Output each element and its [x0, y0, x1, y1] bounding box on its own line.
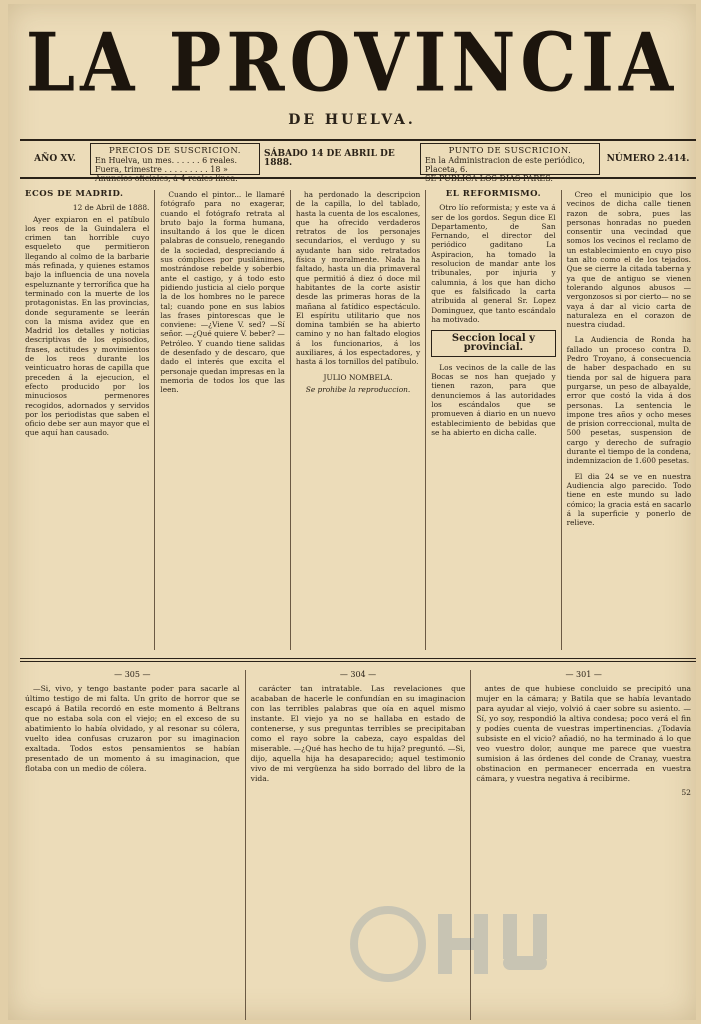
article-body: Otro lío reformista; y este va á ser de los gordos. Segun dice El Departamento, de San Fernando, el director del periódico gaditano La Aspiracion, ha tomado la resolucion de mandar ante los tribunales, por injuria y calumnia, á los que han dicho que es falsificado la carta atribuida al general Sr. Lopez Dominguez, que tanto escándalo ha motivado. [431, 203, 556, 324]
newspaper-page [8, 4, 696, 1020]
article-body: El dia 24 se ve en nuestra Audiencia algo parecido. Todo tiene en este mundo su lado cómico; la gracia está en sacarlo á la superficie y ponerlo de relieve. [566, 471, 692, 528]
point-line-2: Placeta, 6. [425, 165, 468, 174]
issue-date: SÁBADO 14 DE ABRIL DE 1888. [264, 149, 395, 168]
folletin-column-1 [20, 670, 246, 1020]
article-body: Cuando el pintor... le llamaré fotógrafo para no exagerar, cuando el fotógrafo retrata al bruto bajo la forma humana, insultando á los que le dicen palabras de consuelo, renegando de la sociedad, despreciando á sus cómplices por pusilánimes, mostrándose rebelde y soberbio ante el castigo, y á todo esto pidiendo justicia al cielo porque la de los hombres no le parece tal; cuando pone en sus labios las frases pintorescas que le conviene: —¿Viene V. sed? —Sí señor. —¿Qué quiere V. beber? —Petróleo. Y cuando tiene salidas de desenfado y de descaro, que dado el interés que excita el personaje quedan impresas en la memoria de todos los que las leen. [160, 190, 285, 395]
prices-title: PRECIOS DE SUSCRICION. [109, 146, 241, 156]
article-title-reformismo: EL REFORMISMO. [445, 189, 542, 199]
column-2 [155, 190, 290, 650]
subscription-point [420, 143, 600, 183]
year-label: AÑO XV. [34, 153, 76, 164]
page-number: — 304 — [339, 670, 377, 679]
folletin-column-2 [246, 670, 472, 1020]
folletin-section [20, 670, 696, 1020]
article-body: La Audiencia de Ronda ha fallado un proceso contra D. Pedro Troyano, á consecuencia de haber despachado en su tienda por sal de higuera para purgarse, un peso de albayalde, error que costó la vida á dos personas. La sentencia le impone tres años y ocho meses de prision correccional, multa de 500 pesetas, suspension de cargo y derecho de sufragio durante el tiempo de la condena, indemnizacion de 1.600 pesetas. [566, 335, 692, 466]
prices-line-3: Anuncios oficiales, á 4 reales línea. [95, 174, 238, 183]
newspaper-title: LA PROVINCIA [25, 14, 679, 111]
section-header-local: Seccion local y provincial. [431, 330, 555, 357]
folletin-text: —Si, vivo, y tengo bastante poder para sacarle al último testigo de mi falta. Un grito de horror que se escapó á Batila recordó en este momento á Beltrans que no estaba sola con el viejo; en el exceso de su abatimiento lo había olvidado, y al resonar su cólera, vuelto idea confusas cruzaron por su imaginacion exaltada. Todos estos pensamientos se habían presentado de un momento á su imaginacion, que flotaba con un medio de cólera. [25, 684, 240, 773]
article-body: Los vecinos de la calle de las Bocas se nos han quejado y tienen razon, para que denunciemos á las autoridades los escándalos que se promueven á diario en un nuevo establecimiento de bebidas que se ha abierto en dicha calle. [431, 362, 556, 437]
point-title: PUNTO DE SUSCRICION. [448, 146, 572, 156]
prices-line-2: Fuera, trimestre . . . . . . . . . 18 » [95, 165, 228, 174]
column-1 [20, 190, 155, 650]
article-title-ecos: ECOS DE MADRID. [25, 189, 124, 199]
subscription-prices [90, 143, 260, 183]
folletin-divider [20, 658, 696, 659]
page-number: — 305 — [114, 670, 151, 679]
article-date: 12 de Abril de 1888. [72, 203, 150, 213]
prices-line-1: En Huelva, un mes. . . . . . 6 reales. [95, 156, 238, 165]
article-body: Creo el municipio que los vecinos de dicha calle tienen razon de sobra, pues las personas honradas no pueden consentir una vecindad que somos los vecinos el reclamo de un establecimiento en cuyo piso tan alto como el de los tejados. Que se cierre la citada taberna y ya que de antiguo se vienen tolerando algunos abusos —vergonzosos si por cierto— no se vaya á dar al vicio carta de naturaleza en el corazon de nuestra ciudad. [566, 190, 692, 330]
folletin-divider [20, 661, 696, 662]
article-body: ha perdonado la descripcion de la capilla, lo del tablado, hasta la cuenta de los escalones, que ha ofrecido verdaderos retratos de los personajes secundarios, el verdugo y su ayudante han sido retratados física y moralmente. Nada ha faltado, hasta un dia primaveral que permitió á diez ó doce mil habitantes de la corte asistir desde las primeras horas de la mañana al fatídico espectáculo. El espíritu utilitario que nos domina también se ha abierto camino y no han faltado elogios á los funcionarios, á los auxiliares, á los espectadores, y hasta á los tornillos del patíbulo. [295, 190, 421, 367]
folletin-text: carácter tan intratable. Las revelaciones que acababan de hacerle le confundían en su imaginacion con las terribles palabras que oía en aquel mismo instante. El viejo ya no se hallaba en estado de contenerse, y sus preguntas terribles se precipitaban como el rayo sobre la cabeza, cayo espaldas del miserable. —¿Qué has hecho de tu hija? preguntó. —Si, dijo, aquella hija ha desaparecido; aquel testimonio vivo de mi vergüenza ha sido borrado del libro de la vida. [250, 684, 466, 783]
masthead [8, 14, 696, 128]
column-5 [562, 190, 696, 650]
article-body: Ayer expiaron en el patíbulo los reos de la Guindalera el crimen tan horrible cuyo esqueleto que permitieron llegando al colmo de la barbarie más refinada, y quienes estamos bajo la influencia de una novela espeluznante y terrorífica que ha terminado con la muerte de los protagonistas. En las provincias, donde seguramente se leerán con la misma avidez que en Madrid los detalles y noticias descriptivas de los episodios, frases, actitudes y movimientos de los reos durante los veinticuatro horas de capilla que preceden á la ejecucion, el efecto producido por los minuciosos permenores recogidos, adornados y servidos por los periodistas que saben el oficio debe ser aun mayor que el que aquí han causado. [25, 214, 150, 438]
page-number: — 301 — [565, 670, 602, 679]
newspaper-subtitle: DE HUELVA. [288, 112, 416, 128]
info-bar [20, 139, 696, 183]
folletin-text: antes de que hubiese concluido se precipitó una mujer en la cámara; y Batila que se había levantado para ayudar al viejo, volvió á caer sobre su asiento. —Sí, yo soy, respondió la altiva condesa; poco verá el fin y podíes cuenta de vuestras impertinencias. ¿Todavía subsiste en el vicio? añadió, no ha terminado á lo que veo vuestro dolor, aunque me parece que vuestra sumision á las órdenes del conde de Cranay, vuestra obstinacion en permanecer encerrada en vuestra cámara, y vuestra negativa á recibirme. [476, 684, 692, 783]
footer-number: 52 [681, 788, 692, 797]
issue-number: NÚMERO 2.414. [606, 153, 690, 164]
point-line-3: SE PUBLICA LOS DIAS PARES. [425, 174, 553, 183]
front-columns [20, 190, 696, 650]
reproduction-note: Se prohibe la reproduccion. [305, 384, 411, 394]
column-4 [426, 190, 561, 650]
column-3 [291, 190, 426, 650]
point-line-1: En la Administracion de este periódico, [425, 156, 585, 165]
article-signature: JULIO NOMBELA. [323, 372, 393, 382]
folletin-column-3 [471, 670, 696, 1020]
